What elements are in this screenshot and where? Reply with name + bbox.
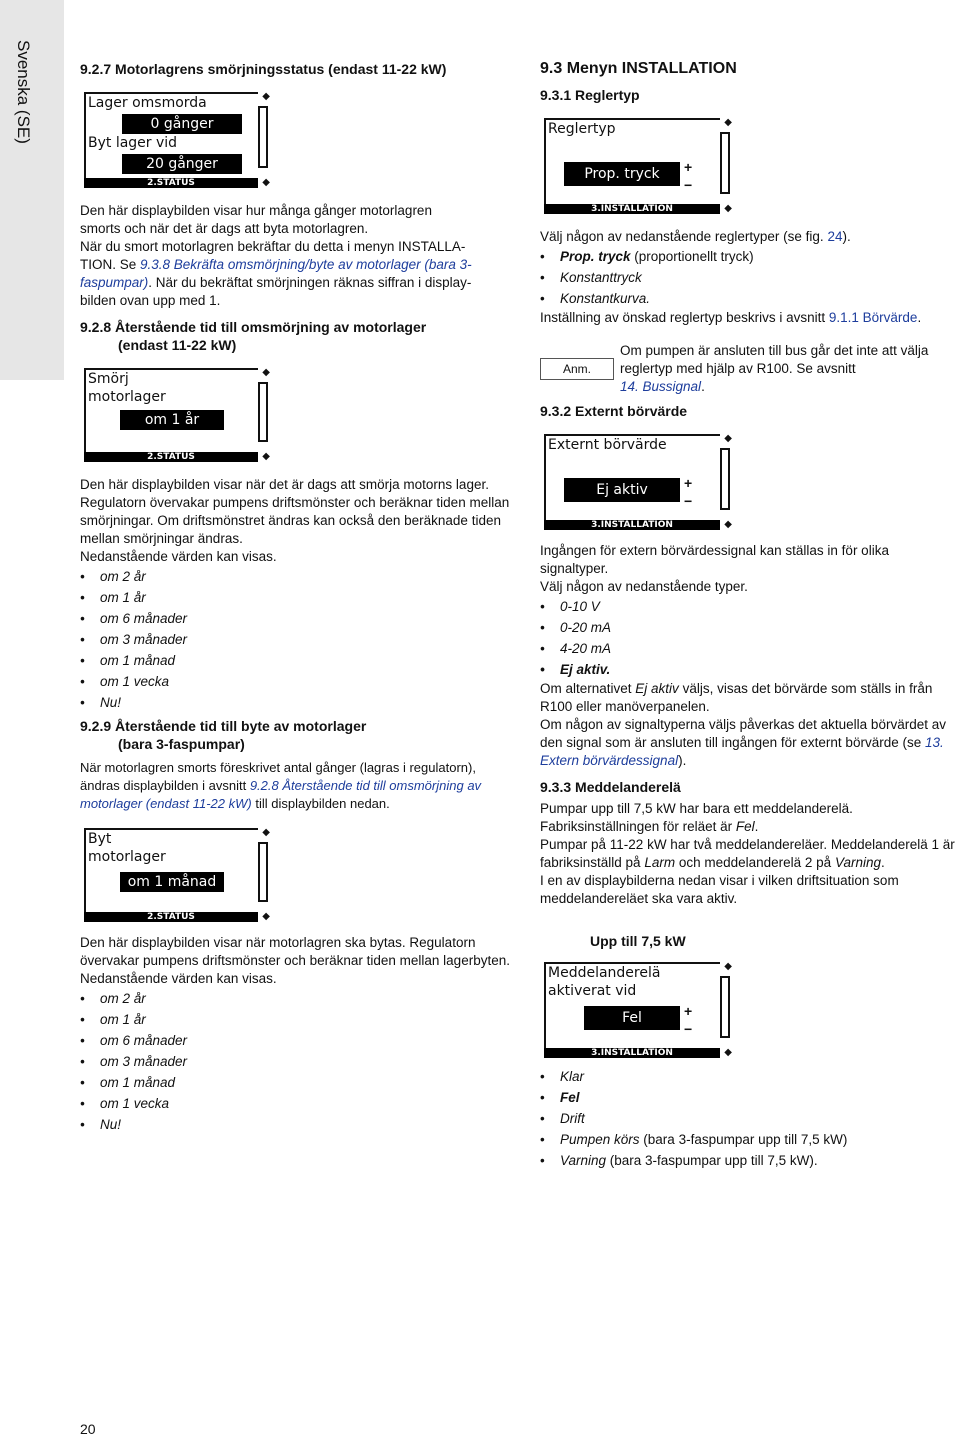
list-item: • Ej aktiv. [540,659,960,680]
text: Pumpen körs [560,1132,640,1147]
down-arrow-icon: ◆ [262,177,270,188]
link-9-3-8[interactable]: faspumpar) [80,275,149,290]
plus-icon: + [684,475,693,491]
note-label: Anm. [540,358,614,380]
lcd-value: Prop. tryck [564,162,680,186]
list-item [540,1087,960,1108]
minus-icon: − [684,493,693,509]
list-item [540,1066,960,1087]
lcd-status-bar: 3.INSTALLATION [544,1048,720,1058]
list-item: • om 2 år [80,566,510,587]
subheading-block [590,932,890,950]
list-item: • om 6 månader [80,608,510,629]
text: Om pumpen är ansluten till bus går det inte att välja [620,343,929,358]
list-item: • om 1 vecka [80,1093,510,1114]
list-item: • om 1 månad [80,1072,510,1093]
text: och meddelanderelä 2 på [675,855,835,870]
up-arrow-icon: ◆ [724,117,732,128]
heading-9-2-9-sub: (bara 3-faspumpar) [118,736,245,752]
down-arrow-icon: ◆ [724,203,732,214]
lcd-value: Ej aktiv [564,478,680,502]
lcd-status-bar: 3.INSTALLATION [544,204,720,214]
lcd-label: motorlager [88,389,166,405]
lcd-status-bar: 3.INSTALLATION [544,520,720,530]
link-9-3-8[interactable]: 9.3.8 Bekräfta omsmörjning/byte av motorlager (bara 3- [140,257,472,272]
left-column [80,60,510,78]
text: . [917,310,922,325]
list-item: • om 2 år [80,988,510,1009]
scrollbar [258,106,268,168]
lcd-label: Meddelanderelä [548,965,661,981]
up-arrow-icon: ◆ [262,91,270,102]
list-item [540,1129,960,1150]
lcd-label: Byt lager vid [88,135,178,151]
lcd-display-lager [84,92,272,188]
right-text-block-2 [540,542,960,908]
list-item: • Nu! [80,1114,510,1135]
text: Fel [560,1090,580,1105]
down-arrow-icon: ◆ [262,451,270,462]
list-item: • Nu! [80,692,510,713]
text: Prop. tryck [560,249,631,264]
lcd-label: motorlager [88,849,166,865]
lcd-status-bar: 2.STATUS [84,178,258,188]
heading-9-3-2-block [540,402,960,420]
plus-icon: + [684,159,693,175]
paragraph: I en av displaybilderna nedan visar i vilken driftsituation som meddelandereläet ska vara aktiv. [540,873,899,906]
heading-9-3: 9.3 Menyn INSTALLATION [540,60,737,77]
plus-icon: + [684,1003,693,1019]
lcd-value: om 1 år [120,410,224,430]
text: . [754,819,759,834]
lcd-value: 0 gånger [122,114,242,134]
paragraph: Den här displaybilden visar när motorlagren ska bytas. Regulatorn övervakar pumpens driftsmönster och beräknar tiden mellan lagerbyten. [80,935,510,968]
paragraph: Nedanstående värden kan visas. [80,549,277,564]
list-item: • om 1 vecka [80,671,510,692]
paragraph: smorts och när det är dags att byta motorlagren. [80,221,369,236]
lcd-label: Byt [88,831,112,847]
text: Om någon av signaltyperna väljs påverkas det aktuella börvärdet av den signal som är ansluten till ingången för externt börvärde (se [540,717,946,750]
list-item: • om 3 månader [80,629,510,650]
list-item: • 0-20 mA [540,617,960,638]
text: (proportionellt tryck) [630,249,754,264]
lcd-display-smorj [84,368,272,462]
note-text [620,342,960,396]
lcd-value: Fel [584,1006,680,1030]
text: Larm [644,855,676,870]
subheading-upp-till-7-5: Upp till 7,5 kW [590,933,686,949]
language-tab-label: Svenska (SE) [14,40,33,144]
scrollbar [720,976,730,1038]
paragraph: När du smort motorlagren bekräftar du detta i menyn INSTALLA- [80,239,466,254]
down-arrow-icon: ◆ [724,519,732,530]
lcd-display-meddelanderela [544,962,734,1058]
signal-type-list [540,596,960,680]
lcd-status-bar: 2.STATUS [84,912,258,922]
up-arrow-icon: ◆ [262,367,270,378]
lcd-display-externt [544,434,734,530]
text: . [701,379,705,394]
right-column [540,60,960,104]
list-item [540,288,960,309]
relay-situation-list [540,1066,960,1171]
text: Välj någon av nedanstående reglertyper (se fig. [540,229,828,244]
scrollbar [258,382,268,442]
up-arrow-icon: ◆ [724,961,732,972]
paragraph: Välj någon av nedanstående typer. [540,579,748,594]
text: TION. Se [80,257,141,272]
scrollbar [720,448,730,510]
lcd-label: Externt börvärde [548,437,667,453]
scrollbar [258,842,268,902]
text: . När du bekräftat smörjningen räknas siffran i display- [148,275,472,290]
text: ändras displaybilden i avsnitt [80,778,250,793]
up-arrow-icon: ◆ [724,433,732,444]
list-item: • om 6 månader [80,1030,510,1051]
text: Klar [560,1069,585,1084]
text: Varning [560,1153,607,1168]
value-list-1 [80,566,510,713]
heading-9-2-7: 9.2.7 Motorlagrens smörjningsstatus (endast 11-22 kW) [80,61,447,77]
heading-9-2-9: 9.2.9 Återstående tid till byte av motorlager [80,718,367,734]
minus-icon: − [684,1021,693,1037]
value-list-2 [80,988,510,1135]
text: Konstantkurva. [560,291,651,306]
list-item [540,1108,960,1129]
paragraph: Den här displaybilden visar när det är dags att smörja motorns lager. Regulatorn övervakar pumpens driftsmönster och beräknar tiden mellan smörjningar. Om driftsmönstret ändras kan också den beräknade tiden mellan smörjningar ändras. [80,477,510,546]
text: (bara 3-faspumpar upp till 7,5 kW) [639,1132,848,1147]
text: Konstanttryck [560,270,642,285]
scrollbar [720,132,730,194]
link-9-2-8[interactable]: motorlager (endast 11-22 kW) [80,796,252,811]
list-item: • 0-10 V [540,596,960,617]
text: Fel [735,819,755,834]
text: Varning [834,855,881,870]
text: Pumpar på 11-22 kW har två meddelandereläer. Meddelanderelä 1 är fabriksinställd på [540,837,955,870]
text: ). [842,229,851,244]
list-item [540,1150,960,1171]
left-text-block-2 [80,476,510,813]
list-item: • om 1 månad [80,650,510,671]
down-arrow-icon: ◆ [262,911,270,922]
list-item [540,246,960,267]
list-item: • om 1 år [80,1009,510,1030]
lcd-label: aktiverat vid [548,983,637,999]
paragraph: Den här displaybilden visar hur många gånger motorlagren [80,203,432,218]
page-number: 20 [80,1421,96,1437]
text: Drift [560,1111,585,1126]
lcd-display-reglertyp [544,118,734,214]
lcd-status-bar: 2.STATUS [84,452,258,462]
link-9-1-1[interactable]: 9.1.1 Börvärde [828,310,918,325]
list-item [540,267,960,288]
paragraph: När motorlagren smorts föreskrivet antal gånger (lagras i regulatorn), [80,760,476,775]
paragraph: Ingången för extern börvärdessignal kan ställas in för olika signaltyper. [540,543,889,576]
lcd-value: 20 gånger [122,154,242,174]
down-arrow-icon: ◆ [724,1047,732,1058]
link-13-extern[interactable]: 13. Extern börvärdessignal [540,735,944,768]
text: till displaybilden nedan. [251,796,390,811]
text: . [880,855,885,870]
text: Inställning av önskad reglertyp beskrivs i avsnitt [540,310,829,325]
heading-9-2-8-sub: (endast 11-22 kW) [118,337,237,353]
list-item: • om 3 månader [80,1051,510,1072]
lcd-label: Lager omsmorda [88,95,207,111]
lcd-display-byt [84,828,272,922]
right-text-block-1 [540,228,960,327]
up-arrow-icon: ◆ [262,827,270,838]
left-text-block-1 [80,202,510,354]
text: Om alternativet [540,681,636,696]
link-14-bussignal[interactable]: 14. Bussignal [620,379,702,394]
lcd-label: Reglertyp [548,121,616,137]
text: väljs, visas det börvärde som ställs in från R100 eller manöverpanelen. [540,681,933,714]
text: reglertyp med hjälp av R100. Se avsnitt [620,361,856,376]
text: Ej aktiv [635,681,679,696]
text: Pumpar upp till 7,5 kW har bara ett meddelanderelä. Fabriksinställningen för reläet är [540,801,853,834]
paragraph: Nedanstående värden kan visas. [80,971,277,986]
language-tab [0,0,64,380]
link-fig-24[interactable]: 24 [827,229,843,244]
heading-9-2-8: 9.2.8 Återstående tid till omsmörjning av motorlager [80,319,427,335]
right-text-block-3 [540,1066,960,1171]
list-item: • om 1 år [80,587,510,608]
reglertyp-list [540,246,960,309]
heading-9-3-3: 9.3.3 Meddelanderelä [540,779,681,795]
text: ). [678,753,687,768]
left-text-block-3 [80,934,510,1135]
text: (bara 3-faspumpar upp till 7,5 kW). [606,1153,818,1168]
list-item: • 4-20 mA [540,638,960,659]
link-9-2-8[interactable]: 9.2.8 Återstående tid till omsmörjning av [249,778,482,793]
heading-9-3-2: 9.3.2 Externt börvärde [540,403,688,419]
heading-9-3-1: 9.3.1 Reglertyp [540,87,640,103]
minus-icon: − [684,177,693,193]
lcd-value: om 1 månad [120,872,224,892]
lcd-label: Smörj [88,371,129,387]
paragraph: bilden ovan upp med 1. [80,293,221,308]
